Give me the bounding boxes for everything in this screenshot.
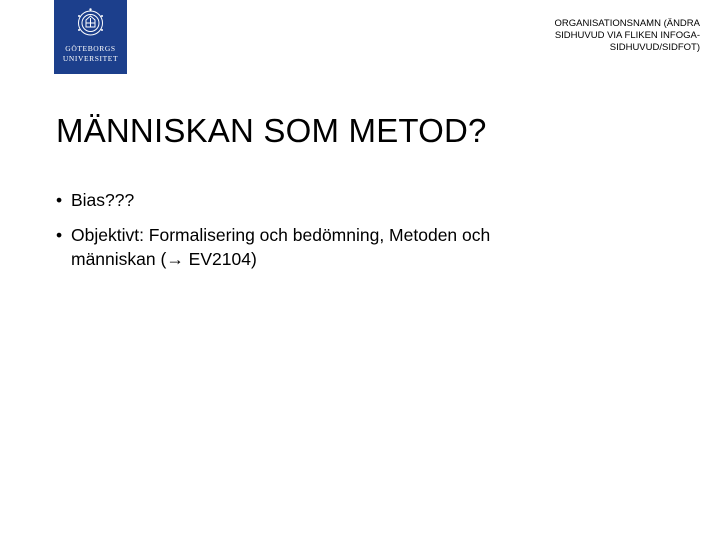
bullet-text-continued: människan (→ EV2104) [71, 249, 257, 269]
logo-text-line-2: UNIVERSITET [62, 54, 119, 63]
org-header-line: ORGANISATIONSNAMN (ÄNDRA [554, 18, 700, 29]
slide-title: MÄNNISKAN SOM METOD? [56, 112, 487, 149]
university-logo [54, 0, 127, 74]
org-header-line: SIDHUVUD/SIDFOT) [609, 42, 700, 53]
bullet-marker: • [56, 190, 63, 210]
org-header-line: SIDHUVUD VIA FLIKEN INFOGA- [554, 30, 700, 41]
logo-text-line-1: GÖTEBORGS [65, 44, 116, 53]
bullet-item [56, 223, 616, 271]
bullet-list [56, 188, 616, 282]
bullet-item [56, 188, 616, 212]
bullet-marker: • [56, 225, 63, 245]
bullet-text: Objektivt: Formalisering och bedömning, Metoden och [71, 225, 491, 245]
bullet-text: Bias??? [71, 190, 135, 210]
organization-header [470, 18, 700, 54]
